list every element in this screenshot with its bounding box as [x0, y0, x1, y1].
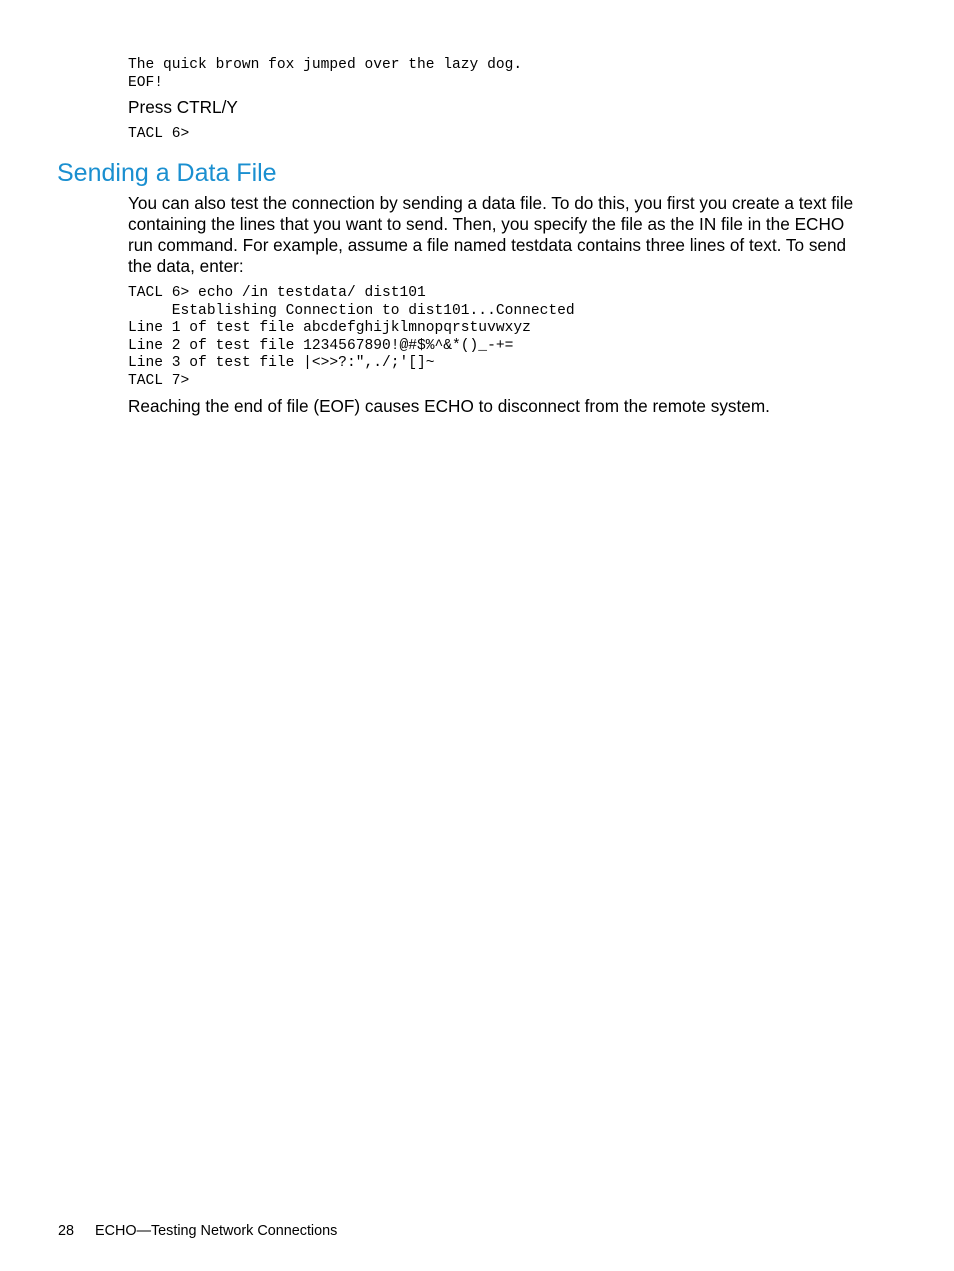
intro-paragraph: You can also test the connection by sending a data file. To do this, you first you create a text file containing the lines that you want to send. Then, you specify the file as the IN file in the ECHO run command. For example, assume a file named testdata contains three lines of text. To send the data, enter:	[128, 193, 854, 276]
code-line: Establishing Connection to dist101...Connected	[128, 302, 575, 319]
code-line: TACL 7>	[128, 372, 190, 389]
code-line: The quick brown fox jumped over the lazy dog.	[128, 57, 523, 73]
code-block-top	[128, 57, 522, 92]
instruction-text: Press CTRL/Y	[128, 97, 238, 117]
chapter-title: ECHO—Testing Network Connections	[95, 1223, 338, 1239]
code-line: TACL 6> echo /in testdata/ dist101	[128, 285, 426, 301]
code-prompt: TACL 6>	[128, 126, 190, 142]
section-heading: Sending a Data File	[57, 159, 277, 187]
code-line: Line 3 of test file |<>>?:",./;'[]~	[128, 355, 435, 372]
page-number: 28	[58, 1223, 75, 1239]
code-line: EOF!	[128, 74, 164, 91]
page-footer	[58, 1222, 337, 1240]
code-line: Line 2 of test file 1234567890!@#$%^&*()_-+=	[128, 337, 514, 354]
code-line: Line 1 of test file abcdefghijklmnopqrstuvwxyz	[128, 320, 531, 337]
code-block-session	[128, 285, 575, 391]
closing-paragraph: Reaching the end of file (EOF) causes ECHO to disconnect from the remote system.	[128, 396, 770, 416]
